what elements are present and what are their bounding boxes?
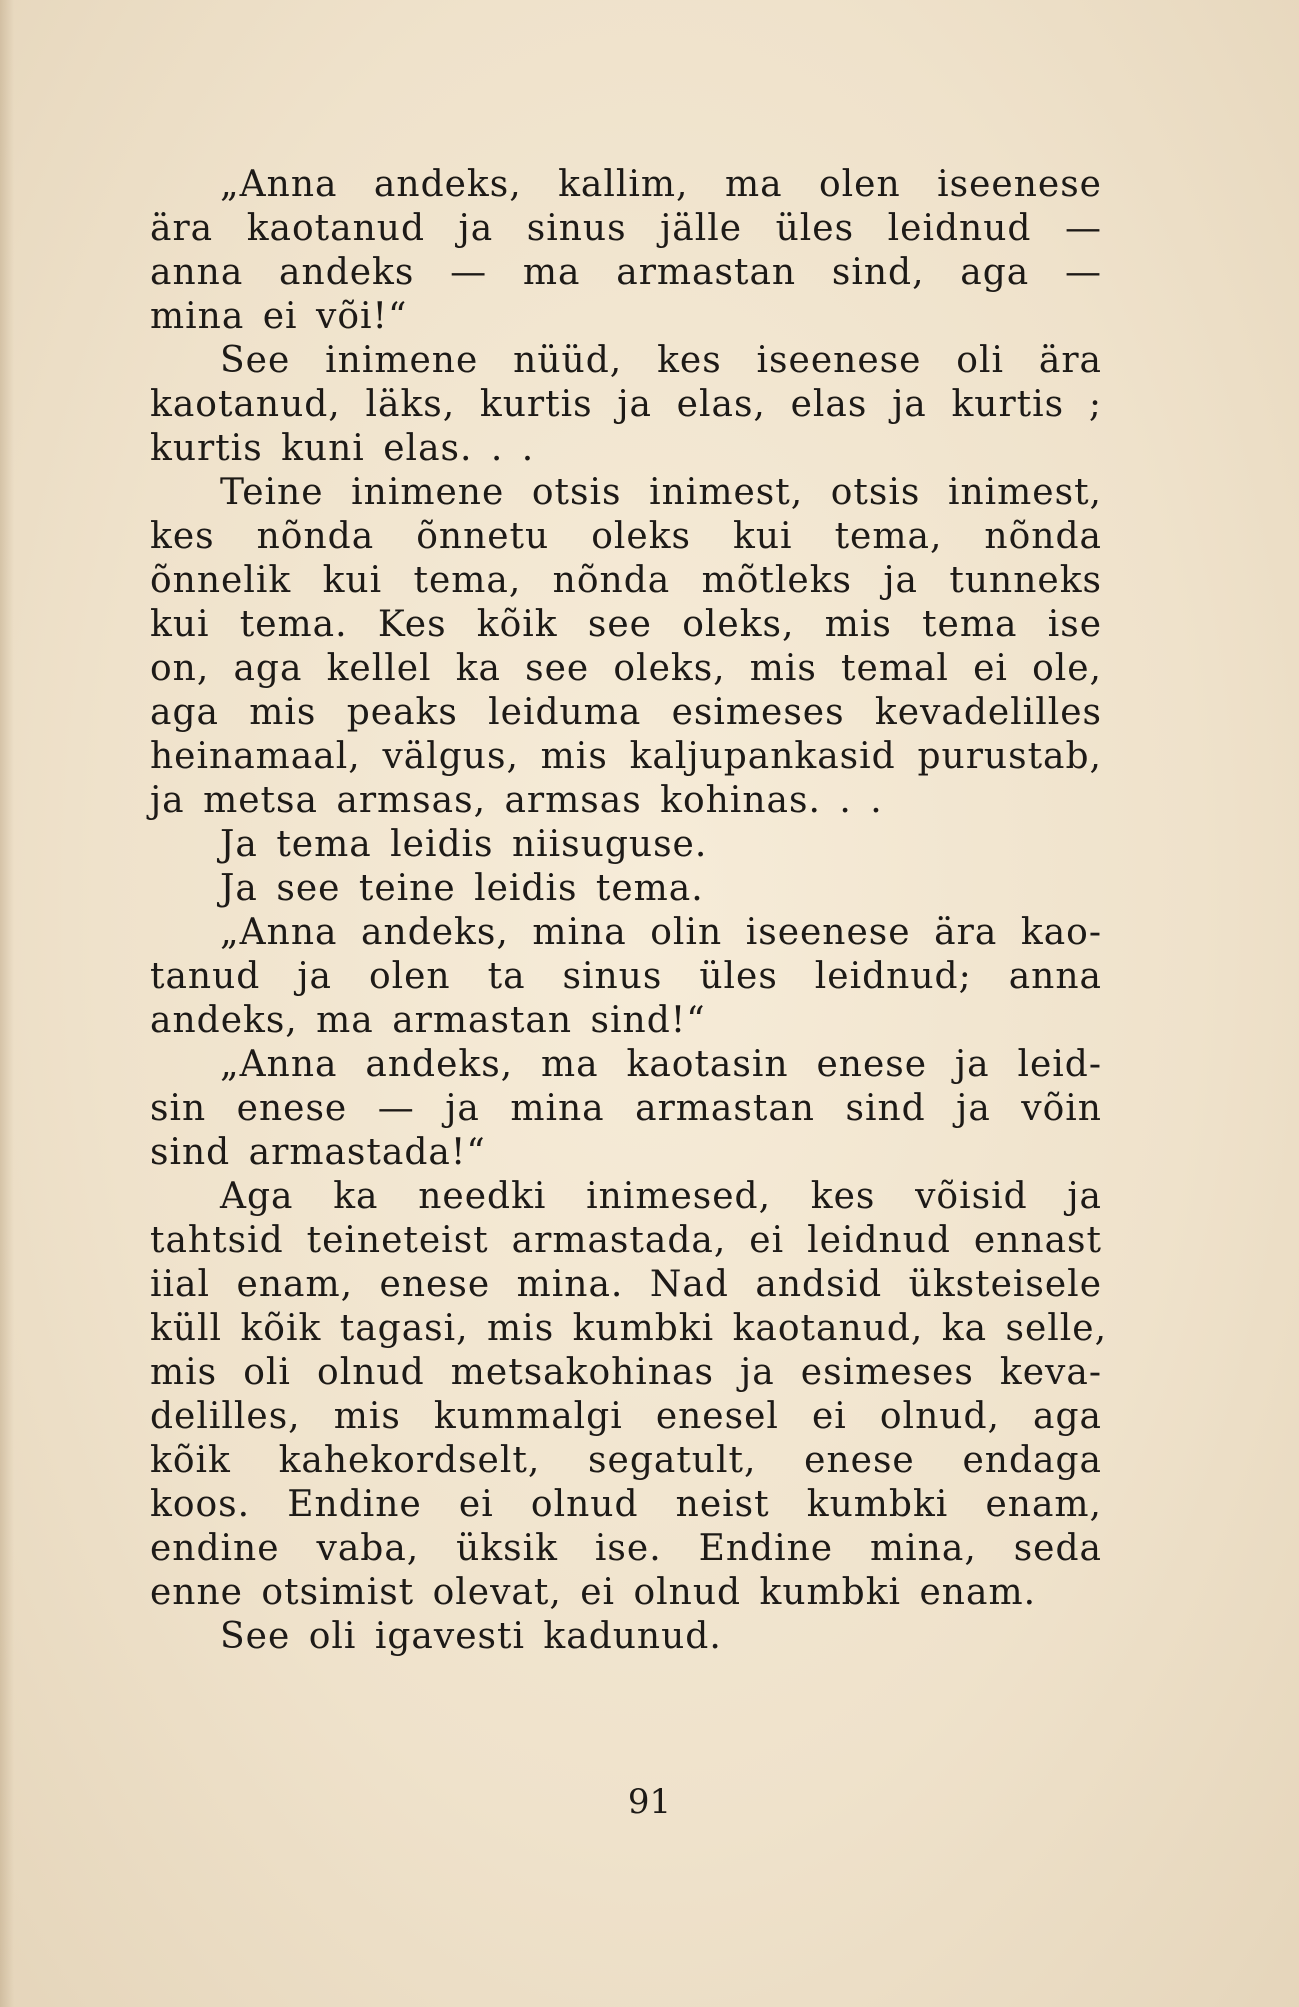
text-line: Teine inimene otsis inimest, otsis inimest, <box>220 472 1102 513</box>
text-line: sind armastada!“ <box>150 1132 486 1173</box>
text-line: kui tema. Kes kõik see oleks, mis tema ise <box>150 604 1102 645</box>
text-line: iial enam, enese mina. Nad andsid üksteisele <box>150 1264 1102 1305</box>
text-line: andeks, ma armastan sind!“ <box>150 1000 706 1041</box>
text-line: „Anna andeks, mina olin iseenese ära kao- <box>220 912 1102 953</box>
text-line: kaotanud, läks, kurtis ja elas, elas ja kurtis ; <box>150 384 1102 425</box>
text-line: „Anna andeks, ma kaotasin enese ja leid- <box>220 1044 1102 1085</box>
page-edge-shadow <box>0 0 14 2007</box>
text-line: ära kaotanud ja sinus jälle üles leidnud — <box>150 208 1102 249</box>
text-line: küll kõik tagasi, mis kumbki kaotanud, ka selle, <box>150 1308 1108 1349</box>
text-line: endine vaba, üksik ise. Endine mina, seda <box>150 1528 1102 1569</box>
text-line: kõik kahekordselt, segatult, enese endaga <box>150 1440 1102 1481</box>
text-line: Aga ka needki inimesed, kes võisid ja <box>220 1176 1102 1217</box>
text-line: mis oli olnud metsakohinas ja esimeses keva- <box>150 1352 1102 1393</box>
page-number: 91 <box>627 1782 672 1822</box>
body-text <box>150 163 1108 1659</box>
text-line: anna andeks — ma armastan sind, aga — <box>150 252 1102 293</box>
text-line: aga mis peaks leiduma esimeses kevadelilles <box>150 692 1102 733</box>
text-line: „Anna andeks, kallim, ma olen iseenese <box>220 164 1102 205</box>
text-line: mina ei või!“ <box>150 296 408 337</box>
text-line: sin enese — ja mina armastan sind ja võin <box>150 1088 1102 1129</box>
text-line: Ja see teine leidis tema. <box>220 868 704 909</box>
text-line: on, aga kellel ka see oleks, mis temal ei ole, <box>150 648 1102 689</box>
text-line: enne otsimist olevat, ei olnud kumbki enam. <box>150 1572 1037 1613</box>
text-line: Ja tema leidis niisuguse. <box>220 824 708 865</box>
text-line: See oli igavesti kadunud. <box>220 1616 722 1657</box>
text-line: ja metsa armsas, armsas kohinas. . . <box>150 780 883 821</box>
text-line: heinamaal, välgus, mis kaljupankasid purustab, <box>150 736 1102 777</box>
text-line: tahtsid teineteist armastada, ei leidnud ennast <box>150 1220 1102 1261</box>
text-line: kes nõnda õnnetu oleks kui tema, nõnda <box>150 516 1102 557</box>
text-line: delilles, mis kummalgi enesel ei olnud, aga <box>150 1396 1102 1437</box>
text-line: kurtis kuni elas. . . <box>150 428 535 469</box>
text-line: See inimene nüüd, kes iseenese oli ära <box>220 340 1102 381</box>
text-line: õnnelik kui tema, nõnda mõtleks ja tunneks <box>150 560 1102 601</box>
text-line: tanud ja olen ta sinus üles leidnud; anna <box>150 956 1102 997</box>
text-line: koos. Endine ei olnud neist kumbki enam, <box>150 1484 1102 1525</box>
